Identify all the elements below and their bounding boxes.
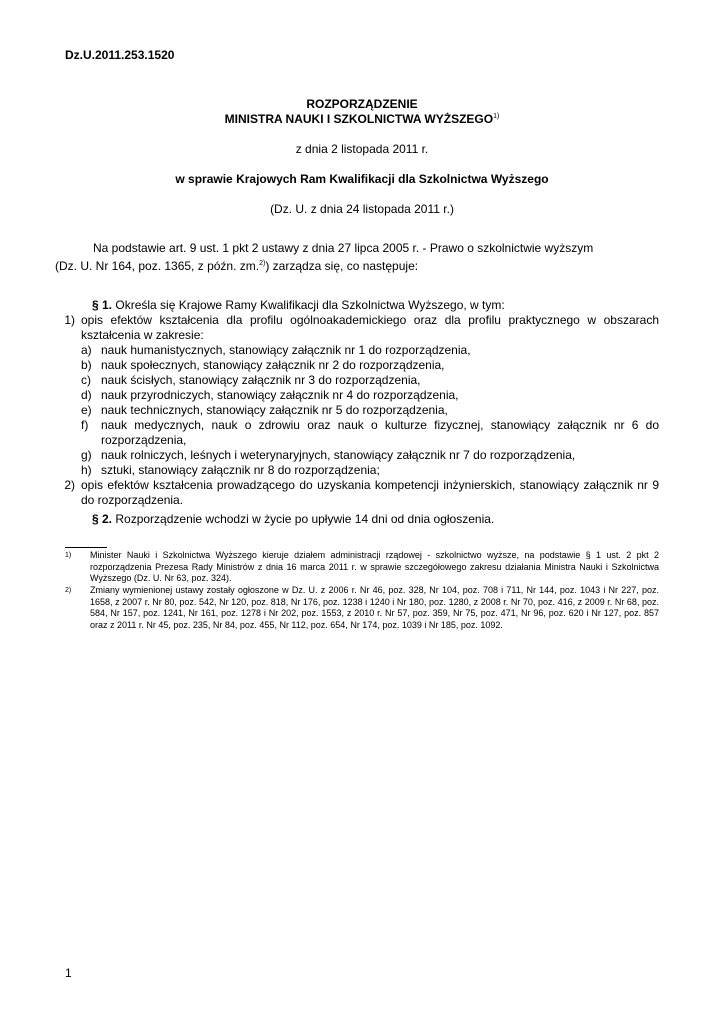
preamble-line-2: [55, 256, 659, 274]
page-number: 1: [65, 966, 72, 980]
sub-letter: g): [81, 448, 92, 462]
section-1-intro: [92, 298, 505, 312]
document-date: z dnia 2 listopada 2011 r.: [295, 142, 429, 156]
sub-text: nauk rolniczych, leśnych i weterynaryjnych, stanowiący załącznik nr 7 do rozporządzenia,: [101, 448, 576, 462]
list-item: [55, 313, 659, 343]
footnote-ref-1[interactable]: 1): [493, 113, 500, 120]
section-1-list: [55, 313, 659, 508]
section-2-heading: § 2.: [92, 512, 113, 526]
footnote-text: Minister Nauki i Szkolnictwa Wyższego kieruje działem administracji rządowej - szkolnictwo wyższe, na podstawie § 1 ust. 2 pkt 2 rozporządzenia Prezesa Rady Ministrów z dnia 16 marca 2011 r. w sprawie szczegółowego zakresu działania Ministra Nauki i Szkolnictwa Wyższego (Dz. U. Nr 63, poz. 324).: [90, 550, 659, 583]
sub-item: [81, 448, 659, 463]
sub-item: [81, 463, 659, 478]
footnote-text: Zmiany wymienionej ustawy zostały ogłoszone w Dz. U. z 2006 r. Nr 46, poz. 328, Nr 104, poz. 708 i 711, Nr 144, poz. 1043 i Nr 227, poz. 1658, z 2007 r. Nr 80, poz. 542, Nr 120, poz. 818, Nr 176, poz. 1238 i 1240 i Nr 180, poz. 1280, z 2008 r. Nr 70, poz. 416, z 2009 r. Nr 68, poz. 584, Nr 157, poz. 1241, Nr 161, poz. 1278 i Nr 202, poz. 1553, z 2010 r. Nr 57, poz. 359, Nr 75, poz. 471, Nr 96, poz. 620 i Nr 127, poz. 857 oraz z 2011 r. Nr 45, poz. 235, Nr 84, poz. 455, Nr 112, poz. 654, Nr 174, poz. 1039 i Nr 185, poz. 1092.: [90, 585, 659, 630]
footnote-number: 1): [65, 552, 72, 559]
sub-text: nauk społecznych, stanowiący załącznik nr 2 do rozporządzenia,: [101, 358, 445, 372]
sub-letter: b): [81, 358, 92, 372]
footnote-divider: [65, 547, 107, 548]
sub-item: [81, 403, 659, 418]
sub-item: [81, 418, 659, 448]
preamble-line-2-b: ) zarządza się, co następuje:: [265, 259, 419, 273]
sub-text: nauk ścisłych, stanowiący załącznik nr 3 do rozporządzenia,: [101, 373, 421, 387]
sub-item: [81, 373, 659, 388]
document-id: Dz.U.2011.253.1520: [65, 48, 175, 62]
document-title: ROZPORZĄDZENIE: [306, 97, 418, 111]
sub-letter: d): [81, 388, 92, 402]
section-1-text: Określa się Krajowe Ramy Kwalifikacji dla Szkolnictwa Wyższego, w tym:: [115, 298, 505, 312]
issuing-authority-text: MINISTRA NAUKI I SZKOLNICTWA WYŻSZEGO: [224, 112, 494, 126]
publication-info: (Dz. U. z dnia 24 listopada 2011 r.): [270, 202, 454, 216]
sub-letter: e): [81, 403, 92, 417]
footnote-1: [65, 550, 659, 585]
sub-letter: c): [81, 373, 91, 387]
issuing-authority: [0, 112, 724, 126]
item-number: 2): [64, 478, 75, 492]
preamble-line-1: Na podstawie art. 9 ust. 1 pkt 2 ustawy z dnia 27 lipca 2005 r. - Prawo o szkolnictwie wyższym: [93, 241, 594, 255]
preamble: [55, 240, 659, 274]
sub-text: nauk przyrodniczych, stanowiący załącznik nr 4 do rozporządzenia,: [101, 388, 459, 402]
item-number: 1): [64, 313, 75, 327]
sub-text: nauk medycznych, nauk o zdrowiu oraz nauk o kulturze fizycznej, stanowiący załącznik nr 6 do rozporządzenia,: [101, 418, 659, 447]
sub-letter: h): [81, 463, 92, 477]
footnote-2: [65, 585, 659, 631]
document-subject: w sprawie Krajowych Ram Kwalifikacji dla Szkolnictwa Wyższego: [175, 172, 549, 186]
sub-item: [81, 358, 659, 373]
sub-text: nauk humanistycznych, stanowiący załącznik nr 1 do rozporządzenia,: [101, 343, 471, 357]
section-2: [92, 512, 494, 526]
sub-item: [81, 388, 659, 403]
preamble-line-2-a: (Dz. U. Nr 164, poz. 1365, z późn. zm.: [55, 259, 260, 273]
footnote-ref-2[interactable]: 2): [259, 260, 266, 267]
sub-text: nauk technicznych, stanowiący załącznik nr 5 do rozporządzenia,: [101, 403, 448, 417]
item-text: opis efektów kształcenia prowadzącego do uzyskania kompetencji inżynierskich, stanowiący załącznik nr 9 do rozporządzenia.: [81, 478, 659, 507]
sub-text: sztuki, stanowiący załącznik nr 8 do rozporządzenia;: [101, 463, 380, 477]
list-item: [55, 478, 659, 508]
section-2-text: Rozporządzenie wchodzi w życie po upływie 14 dni od dnia ogłoszenia.: [115, 512, 495, 526]
footnote-number: 2): [65, 587, 72, 594]
sub-letter: a): [81, 343, 92, 357]
sub-letter: f): [81, 418, 89, 432]
item-text: opis efektów kształcenia dla profilu ogólnoakademickiego oraz dla profilu praktycznego w obszarach kształcenia w zakresie:: [81, 313, 659, 342]
sub-item: [81, 343, 659, 358]
section-1-heading: § 1.: [92, 298, 113, 312]
